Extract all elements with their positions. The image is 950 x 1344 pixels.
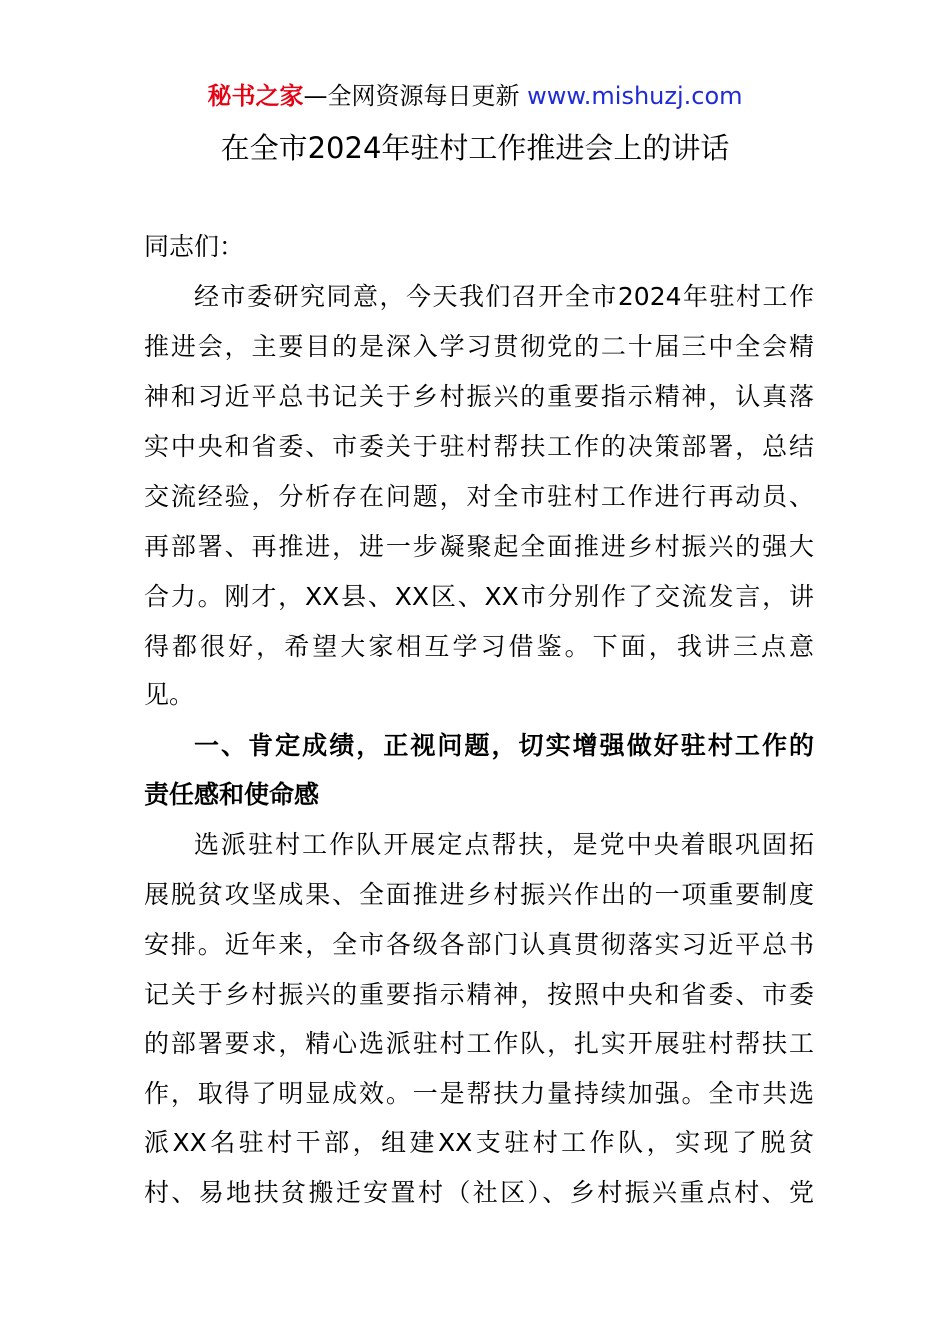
paragraph-line: 合力。刚才，XX县、XX区、XX市分别作了交流发言，讲	[144, 582, 814, 611]
site-banner	[0, 80, 950, 112]
paragraph-line: 神和习近平总书记关于乡村振兴的重要指示精神，认真落	[144, 382, 814, 411]
paragraph-line: 展脱贫攻坚成果、全面推进乡村振兴作出的一项重要制度	[144, 880, 814, 909]
paragraph-line: 派XX名驻村干部，组建XX支驻村工作队，实现了脱贫	[144, 1128, 814, 1157]
paragraph-line: 得都很好，希望大家相互学习借鉴。下面，我讲三点意	[144, 632, 814, 661]
paragraph-line: 交流经验，分析存在问题，对全市驻村工作进行再动员、	[144, 482, 814, 511]
paragraph-line: 推进会，主要目的是深入学习贯彻党的二十届三中全会精	[144, 332, 814, 361]
paragraph-line: 实中央和省委、市委关于驻村帮扶工作的决策部署，总结	[144, 432, 814, 461]
banner-tagline: —全网资源每日更新	[303, 82, 520, 110]
paragraph-line: 见。	[144, 680, 195, 709]
site-url-link[interactable]: www.mishuzj.com	[527, 82, 743, 110]
paragraph-line: 村、易地扶贫搬迁安置村（社区）、乡村振兴重点村、党	[144, 1178, 814, 1207]
document-title: 在全市2024年驻村工作推进会上的讲话	[220, 131, 730, 165]
paragraph-line: 经市委研究同意，今天我们召开全市2024年驻村工作	[194, 282, 814, 311]
paragraph-line: 选派驻村工作队开展定点帮扶，是党中央着眼巩固拓	[194, 830, 814, 859]
salutation: 同志们：	[144, 232, 245, 261]
section-heading: 一、肯定成绩，正视问题，切实增强做好驻村工作的	[194, 731, 814, 760]
brand-name: 秘书之家	[207, 82, 304, 110]
paragraph-line: 记关于乡村振兴的重要指示精神，按照中央和省委、市委	[144, 980, 814, 1009]
paragraph-line: 的部署要求，精心选派驻村工作队，扎实开展驻村帮扶工	[144, 1029, 814, 1058]
paragraph-line: 作，取得了明显成效。一是帮扶力量持续加强。全市共选	[144, 1079, 814, 1108]
paragraph-line: 安排。近年来，全市各级各部门认真贯彻落实习近平总书	[144, 930, 814, 959]
section-heading: 责任感和使命感	[144, 780, 320, 809]
paragraph-line: 再部署、再推进，进一步凝聚起全面推进乡村振兴的强大	[144, 532, 814, 561]
